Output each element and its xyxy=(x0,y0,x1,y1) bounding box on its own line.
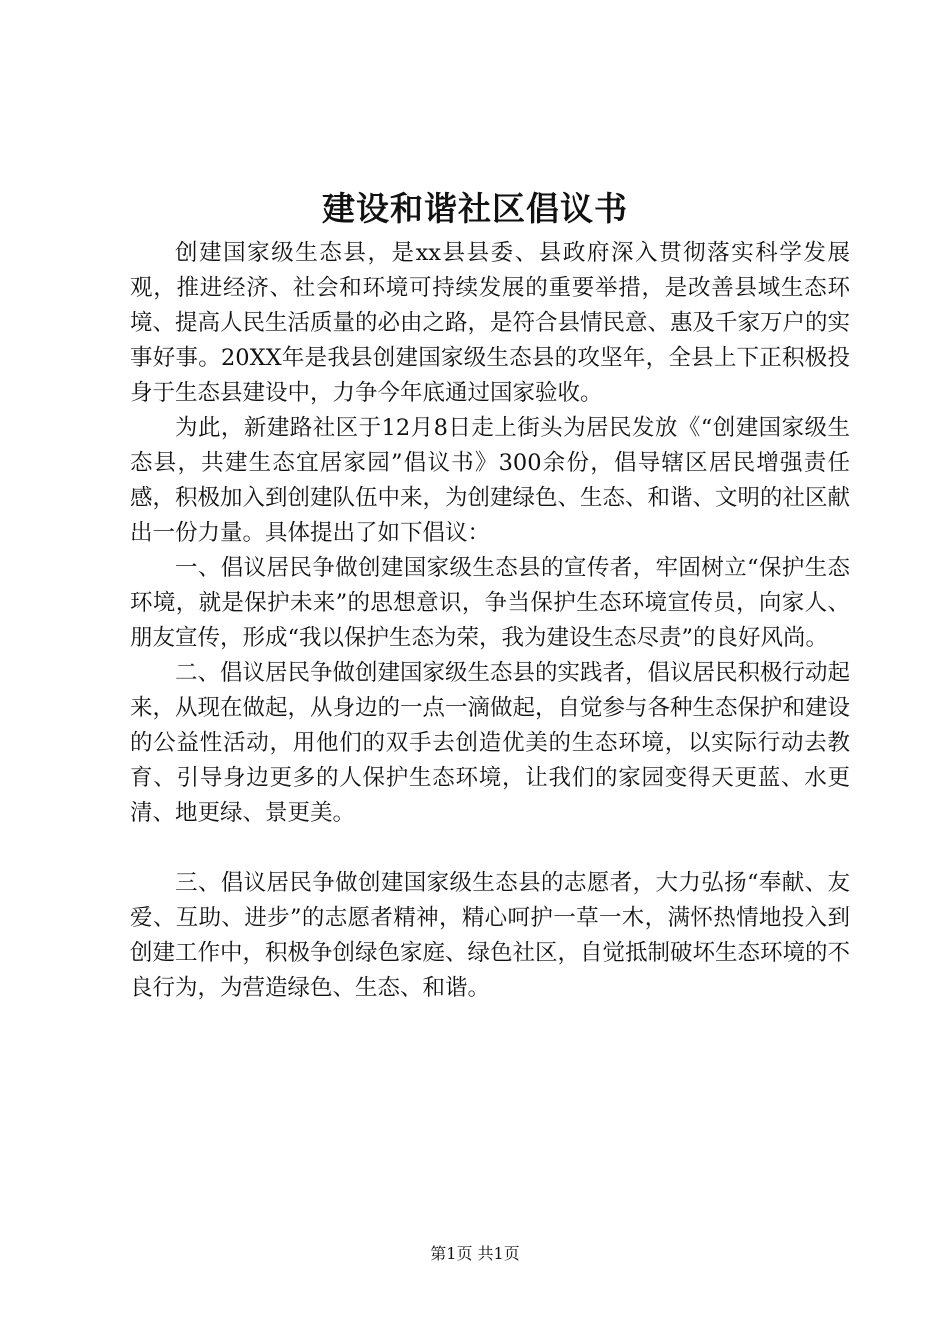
document-body xyxy=(130,236,850,1006)
paragraph-1: 创建国家级生态县，是xx县县委、县政府深入贯彻落实科学发展观，推进经济、社会和环境可持续发展的重要举措，是改善县域生态环境、提高人民生活质量的必由之路，是符合县情民意、惠及千家万户的实事好事。20XX年是我县创建国家级生态县的攻坚年，全县上下正积极投身于生态县建设中，力争今年底通过国家验收。 xyxy=(130,240,851,406)
paragraph-2: 为此，新建路社区于12月8日走上街头为居民发放《“创建国家级生态县，共建生态宜居家园”倡议书》300余份，倡导辖区居民增强责任感，积极加入到创建队伍中来，为创建绿色、生态、和谐、文明的社区献出一份力量。具体提出了如下倡议： xyxy=(130,415,851,546)
page-footer: 第1页 共1页 xyxy=(430,1244,520,1263)
paragraph-5: 三、倡议居民争做创建国家级生态县的志愿者，大力弘扬“奉献、友爱、互助、进步”的志愿者精神，精心呵护一草一木，满怀热情地投入到创建工作中，积极争创绿色家庭、绿色社区，自觉抵制破坏生态环境的不良行为，为营造绿色、生态、和谐。 xyxy=(130,870,851,1001)
paragraph-3: 一、倡议居民争做创建国家级生态县的宣传者，牢固树立“保护生态环境，就是保护未来”的思想意识，争当保护生态环境宣传员，向家人、朋友宣传，形成“我以保护生态为荣，我为建设生态尽责”的良好风尚。 xyxy=(130,555,850,651)
document-title: 建设和谐社区倡议书 xyxy=(322,189,628,228)
paragraph-4: 二、倡议居民争做创建国家级生态县的实践者，倡议居民积极行动起来，从现在做起，从身边的一点一滴做起，自觉参与各种生态保护和建设的公益性活动，用他们的双手去创造优美的生态环境，以实际行动去教育、引导身边更多的人保护生态环境，让我们的家园变得天更蓝、水更清、地更绿、景更美。 xyxy=(130,660,851,826)
